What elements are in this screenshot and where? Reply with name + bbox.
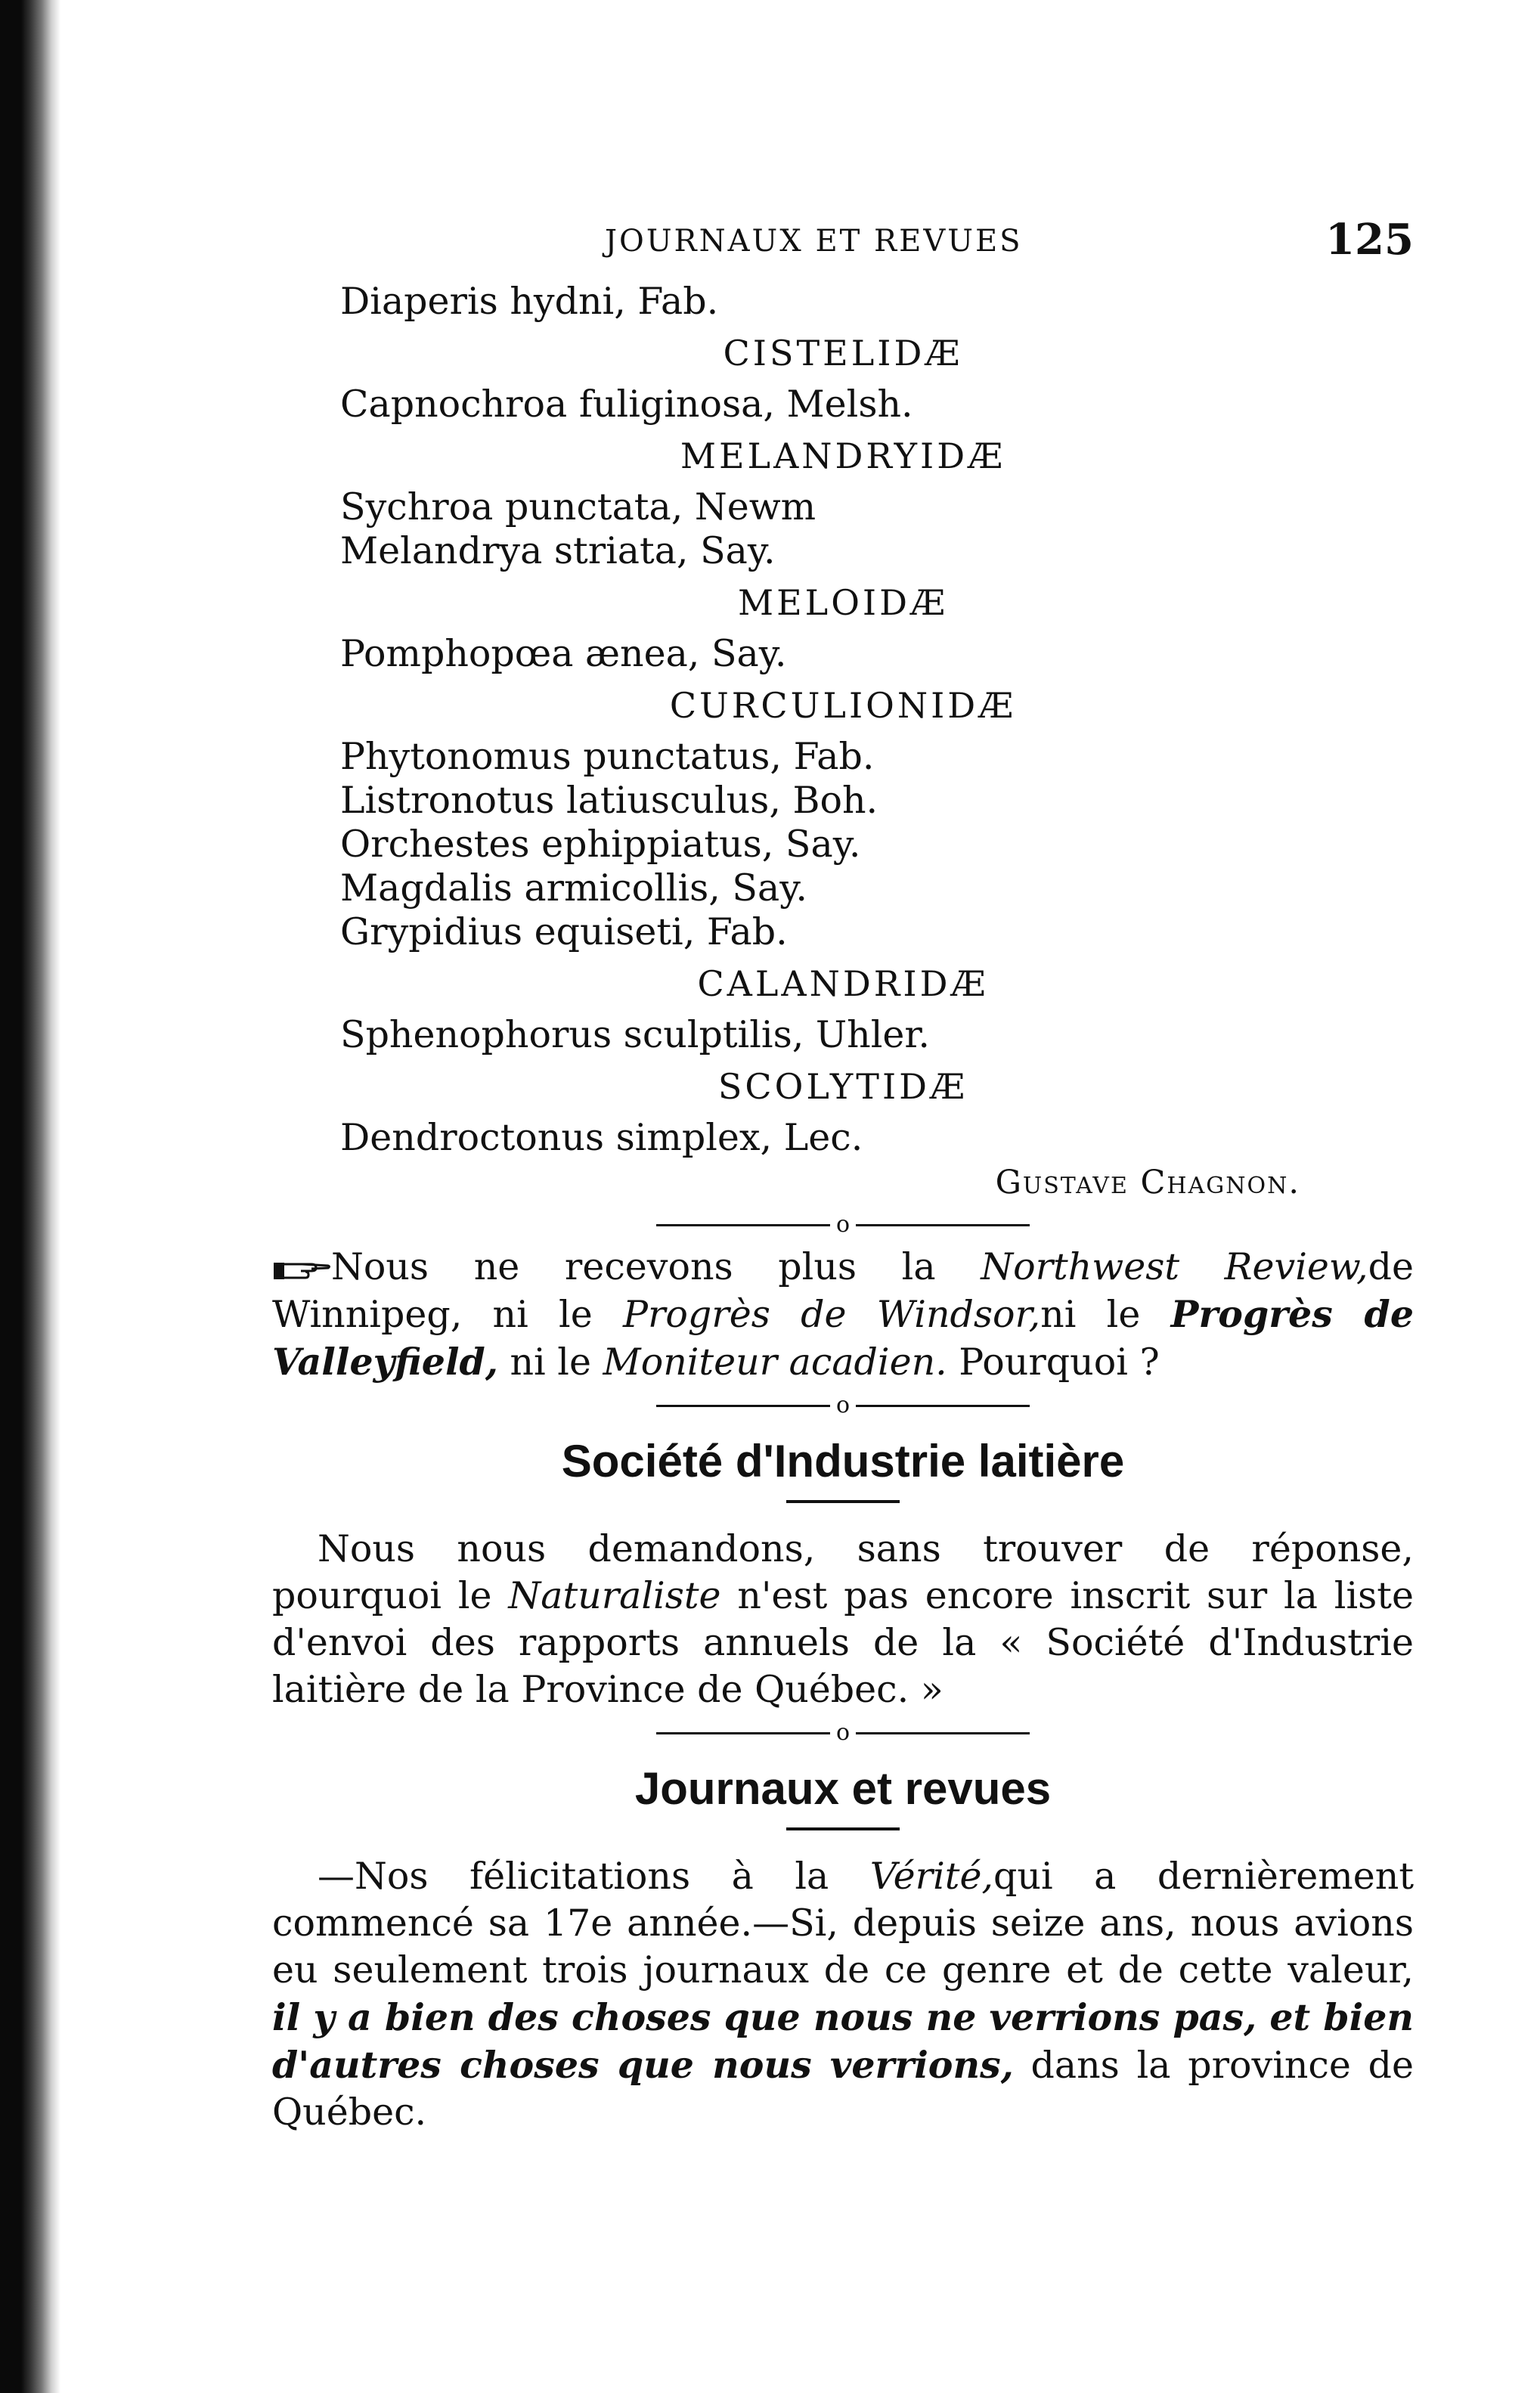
journals-emphasis: il y a bien des choses que nous ne verrions pas, et bien d'autres choses que nous verrions, <box>272 1995 1414 2087</box>
journals-text: —Nos félicitations à la <box>318 1855 870 1898</box>
scan-binding-edge <box>0 0 60 2393</box>
notice-text: de Winnipeg, ni le <box>272 1245 1414 1336</box>
section-separator <box>272 1205 1414 1244</box>
species-entry: Magdalis armicollis, Say. <box>340 866 807 910</box>
dairy-text: Nous nous demandons, sans trouver de réponse, pourquoi le <box>272 1527 1414 1617</box>
separator-line <box>856 1224 1030 1226</box>
section-heading-dairy: Société d'Industrie laitière <box>561 1436 1125 1486</box>
family-heading: MELOIDÆ <box>737 582 949 623</box>
separator-line <box>856 1405 1030 1407</box>
species-entry: Sphenophorus sculptilis, Uhler. <box>340 1013 931 1056</box>
heading-rule <box>786 1500 900 1503</box>
separator-line <box>656 1732 830 1734</box>
species-entry: Listronotus latiusculus, Boh. <box>340 779 878 822</box>
page-header <box>272 215 1414 280</box>
species-entry: Pomphopœa ænea, Say. <box>340 632 787 675</box>
section-heading-journals: Journaux et revues <box>634 1763 1052 1814</box>
signature-text: Gustave Chagnon. <box>995 1164 1300 1201</box>
notice-title-3: Progrès de Valleyfield, <box>272 1292 1414 1384</box>
notice-text: ni le <box>1040 1293 1171 1336</box>
species-entry: Sychroa punctata, Newm <box>340 485 816 529</box>
notice-title-2: Progrès de Windsor, <box>623 1293 1041 1336</box>
notice-text: Pourquoi ? <box>947 1341 1160 1384</box>
family-heading: SCOLYTIDÆ <box>717 1066 968 1107</box>
family-heading: MELANDRYIDÆ <box>680 436 1006 476</box>
journals-text: qui a dernièrement commencé sa 17e année.—Si, depuis seize ans, nous avions eu seulement trois journaux de ce genre et de cette valeur, <box>272 1855 1415 1992</box>
family-heading: CALANDRIDÆ <box>697 963 989 1004</box>
species-entry: Diaperis hydni, Fab. <box>340 280 719 323</box>
notice-paragraph <box>272 1244 1414 1386</box>
heading-rule <box>786 1827 900 1830</box>
family-heading: CISTELIDÆ <box>723 333 963 374</box>
section-separator <box>272 1386 1414 1424</box>
notice-text: ni le <box>497 1341 603 1384</box>
notice-title-1: Northwest Review, <box>981 1245 1368 1288</box>
notice-title-4: Moniteur acadien. <box>603 1341 947 1384</box>
notice-text: Nous ne recevons plus la <box>331 1245 981 1288</box>
species-entry: Capnochroa fuliginosa, Melsh. <box>340 383 913 426</box>
author-signature <box>272 1160 1300 1205</box>
dairy-text: n'est pas encore inscrit sur la liste d'envoi des rapports annuels de la « Société d'Industrie laitière de la Province de Québec. » <box>272 1574 1414 1711</box>
species-entry: Melandrya striata, Say. <box>340 529 776 572</box>
separator-line <box>656 1405 830 1407</box>
page-number: 125 <box>1325 215 1414 265</box>
separator-mark: o <box>835 1211 851 1238</box>
journals-title: Vérité, <box>869 1855 994 1898</box>
section-separator <box>272 1713 1414 1752</box>
journals-paragraph <box>272 1853 1414 2136</box>
page-body <box>272 215 1415 2136</box>
species-list <box>340 280 1414 1160</box>
species-entry: Dendroctonus simplex, Lec. <box>340 1116 863 1159</box>
separator-line <box>856 1732 1030 1734</box>
family-heading: CURCULIONIDÆ <box>669 685 1017 726</box>
dairy-paragraph <box>272 1526 1414 1713</box>
separator-mark: o <box>835 1392 851 1418</box>
species-entry: Phytonomus punctatus, Fab. <box>340 735 875 778</box>
separator-line <box>656 1224 830 1226</box>
running-head: JOURNAUX ET REVUES <box>605 224 1023 259</box>
pointing-hand-icon <box>272 1257 331 1284</box>
species-entry: Grypidius equiseti, Fab. <box>340 910 788 953</box>
dairy-journal-name: Naturaliste <box>508 1574 721 1617</box>
species-entry: Orchestes ephippiatus, Say. <box>340 823 861 866</box>
separator-mark: o <box>835 1719 851 1746</box>
journals-text: dans la province de Québec. <box>272 2044 1414 2134</box>
